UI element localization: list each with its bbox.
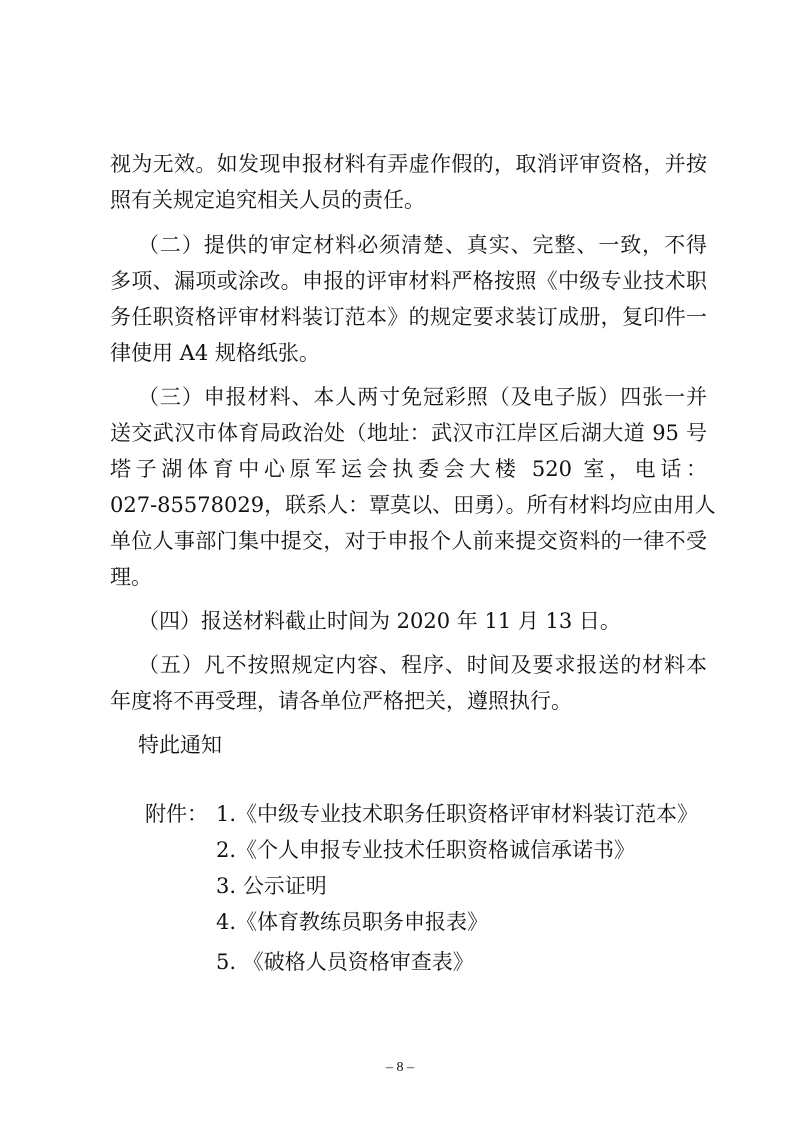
paragraph-line: 塔子湖体育中心原军运会执委会大楼 520 室，电话： <box>110 457 707 481</box>
paragraph-line: （三）申报材料、本人两寸免冠彩照（及电子版）四张一并 <box>138 385 707 409</box>
attachment-item: 2.《个人申报专业技术任职资格诚信承诺书》 <box>216 838 636 862</box>
attachments-label: 附件： <box>145 802 208 826</box>
paragraph-line: 务任职资格评审材料装订范本》的规定要求装订成册，复印件一 <box>110 305 707 329</box>
paragraph-line: 027-85578029，联系人：覃莫以、田勇）。所有材料均应由用人 <box>110 493 716 517</box>
paragraph-line: （五）凡不按照规定内容、程序、时间及要求报送的材料本 <box>138 653 707 677</box>
paragraph-line: 多项、漏项或涂改。申报的评审材料严格按照《中级专业技术职 <box>110 269 707 293</box>
page-number: – 8 – <box>386 1060 414 1075</box>
paragraph-line: 单位人事部门集中提交，对于申报个人前来提交资料的一律不受 <box>110 529 707 553</box>
paragraph-line: 送交武汉市体育局政治处（地址：武汉市江岸区后湖大道 95 号 <box>110 421 707 445</box>
attachment-item: 3. 公示证明 <box>216 874 327 898</box>
attachment-item: 1.《中级专业技术职务任职资格评审材料装订范本》 <box>216 802 699 826</box>
attachment-item: 4.《体育教练员职务申报表》 <box>216 910 489 934</box>
attachment-item: 5. 《破格人员资格审查表》 <box>216 950 474 974</box>
paragraph-line: （四）报送材料截止时间为 2020 年 11 月 13 日。 <box>138 609 621 633</box>
paragraph-line: 律使用 A4 规格纸张。 <box>110 341 320 365</box>
paragraph-line: （二）提供的审定材料必须清楚、真实、完整、一致，不得 <box>138 233 707 257</box>
paragraph-line: 照有关规定追究相关人员的责任。 <box>110 188 425 212</box>
paragraph-line: 视为无效。如发现申报材料有弄虚作假的，取消评审资格，并按 <box>110 152 707 176</box>
paragraph-line: 理。 <box>110 565 152 589</box>
closing-text: 特此通知 <box>138 733 222 757</box>
paragraph-line: 年度将不再受理，请各单位严格把关，遵照执行。 <box>110 689 572 713</box>
